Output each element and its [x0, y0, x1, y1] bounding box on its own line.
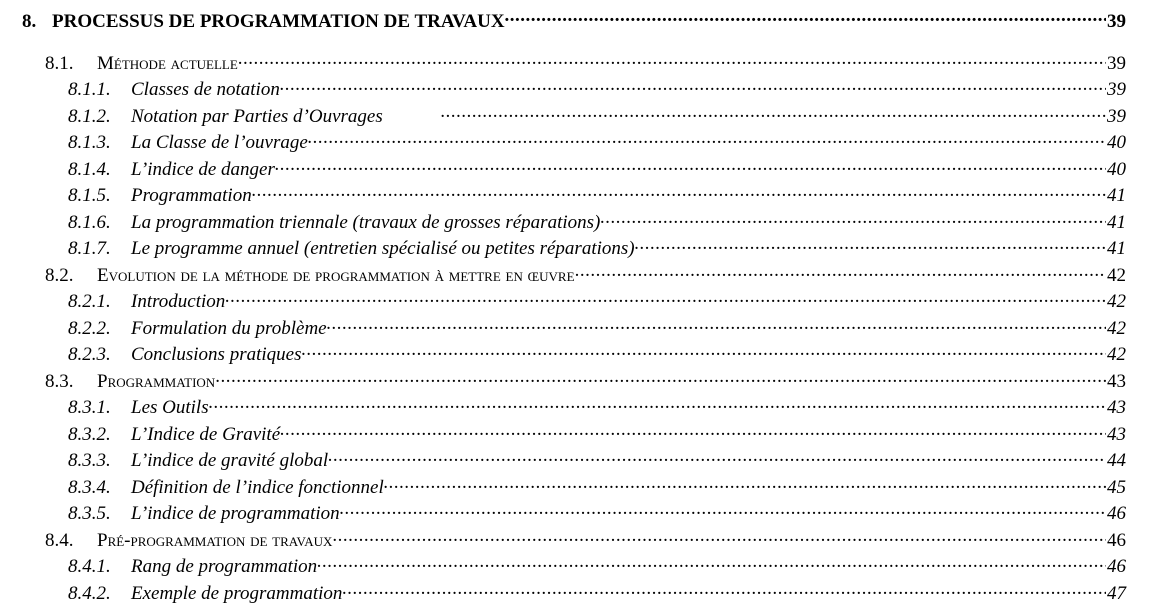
toc-title: Programmation — [97, 371, 216, 392]
toc-number: 8.1. — [45, 53, 74, 74]
toc-number: 8.4.2. — [68, 583, 111, 604]
toc-entry-8-1-1[interactable] — [68, 76, 1126, 102]
dot-leader — [209, 394, 1106, 413]
toc-title: Evolution de la méthode de programmation à mettre en œuvre — [97, 265, 575, 286]
toc-entry-8-3-5[interactable] — [68, 500, 1126, 526]
toc-page-number: 44 — [1107, 450, 1126, 471]
dot-leader — [575, 262, 1106, 281]
toc-number: 8.2.1. — [68, 291, 111, 312]
toc-number: 8.3.2. — [68, 424, 111, 445]
toc-number: 8.2.2. — [68, 318, 111, 339]
dot-leader — [342, 580, 1106, 599]
dot-leader — [215, 368, 1106, 387]
dot-leader — [384, 474, 1106, 493]
toc-number: 8.3.5. — [68, 503, 111, 524]
dot-leader — [252, 182, 1106, 201]
toc-title: Définition de l’indice fonctionnel — [131, 477, 384, 498]
toc-title: L’indice de programmation — [131, 503, 340, 524]
toc-page-number: 46 — [1107, 503, 1126, 524]
toc-page-number: 42 — [1107, 291, 1126, 312]
dot-leader — [301, 341, 1106, 360]
toc-entry-8-3[interactable] — [45, 368, 1126, 394]
toc-page-number: 42 — [1107, 318, 1126, 339]
toc-entry-8-4-2[interactable] — [68, 580, 1126, 606]
toc-entry-8-1-4[interactable] — [68, 156, 1126, 182]
toc-page-number: 39 — [1107, 11, 1126, 32]
toc-entry-8-3-3[interactable] — [68, 447, 1126, 473]
dot-leader — [635, 235, 1106, 254]
toc-title: La programmation triennale (travaux de grosses réparations) — [131, 212, 601, 233]
toc-page-number: 40 — [1107, 132, 1126, 153]
toc-entry-8-2-1[interactable] — [68, 288, 1126, 314]
toc-title: Exemple de programmation — [131, 583, 343, 604]
toc-title: Notation par Parties d’Ouvrages — [131, 106, 383, 127]
toc-entry-8-3-2[interactable] — [68, 421, 1126, 447]
dot-leader — [505, 8, 1106, 27]
toc-page-number: 41 — [1107, 238, 1126, 259]
toc-number: 8.3.1. — [68, 397, 111, 418]
dot-leader — [317, 553, 1106, 572]
toc-title: Classes de notation — [131, 79, 280, 100]
toc-number: 8. — [22, 11, 37, 32]
toc-page-number: 46 — [1107, 530, 1126, 551]
toc-title: Formulation du problème — [131, 318, 327, 339]
toc-title: Rang de programmation — [131, 556, 318, 577]
toc-chapter-8[interactable] — [22, 8, 1126, 34]
toc-number: 8.3.3. — [68, 450, 111, 471]
toc-entry-8-2[interactable] — [45, 262, 1126, 288]
toc-number: 8.3.4. — [68, 477, 111, 498]
dot-leader — [280, 76, 1106, 95]
toc-page-number: 43 — [1107, 371, 1126, 392]
toc-page-number: 47 — [1107, 583, 1126, 604]
toc-title: Méthode actuelle — [97, 53, 238, 74]
dot-leader — [225, 288, 1106, 307]
toc-entry-8-1-6[interactable] — [68, 209, 1126, 235]
toc-page-number: 40 — [1107, 159, 1126, 180]
toc-entry-8-4[interactable] — [45, 527, 1126, 553]
toc-title: Pré-programmation de travaux — [97, 530, 333, 551]
dot-leader — [328, 447, 1106, 466]
toc-entry-8-1-2[interactable] — [68, 103, 1126, 129]
toc-title: L’indice de gravité global — [131, 450, 329, 471]
toc-page-number: 42 — [1107, 265, 1126, 286]
dot-leader — [280, 421, 1106, 440]
toc-entry-8-3-4[interactable] — [68, 474, 1126, 500]
toc-title: La Classe de l’ouvrage — [131, 132, 308, 153]
toc-number: 8.1.3. — [68, 132, 111, 153]
toc-page-number: 41 — [1107, 212, 1126, 233]
dot-leader — [238, 50, 1106, 69]
toc-entry-8-2-2[interactable] — [68, 315, 1126, 341]
toc-page-number: 41 — [1107, 185, 1126, 206]
dot-leader — [600, 209, 1106, 228]
toc-title: Introduction — [131, 291, 226, 312]
dot-leader — [327, 315, 1106, 334]
dot-leader — [275, 156, 1106, 175]
dot-leader — [340, 500, 1106, 519]
dot-leader — [308, 129, 1106, 148]
toc-number: 8.2.3. — [68, 344, 111, 365]
toc-page-number: 39 — [1107, 79, 1126, 100]
toc-page-number: 43 — [1107, 424, 1126, 445]
toc-entry-8-1-5[interactable] — [68, 182, 1126, 208]
toc-number: 8.4. — [45, 530, 74, 551]
toc-entry-8-1[interactable] — [45, 50, 1126, 76]
toc-title: L’Indice de Gravité — [131, 424, 281, 445]
toc-page-number: 39 — [1107, 53, 1126, 74]
toc-title: Programmation — [131, 185, 252, 206]
toc-number: 8.1.2. — [68, 106, 111, 127]
dot-leader — [441, 103, 1106, 122]
toc-entry-8-3-1[interactable] — [68, 394, 1126, 420]
toc-title: Le programme annuel (entretien spécialisé ou petites réparations) — [131, 238, 635, 259]
toc-number: 8.4.1. — [68, 556, 111, 577]
toc-page-number: 43 — [1107, 397, 1126, 418]
toc-number: 8.1.4. — [68, 159, 111, 180]
toc-number: 8.2. — [45, 265, 74, 286]
toc-entry-8-4-1[interactable] — [68, 553, 1126, 579]
toc-title: L’indice de danger — [131, 159, 275, 180]
toc-number: 8.3. — [45, 371, 74, 392]
toc-page-number: 46 — [1107, 556, 1126, 577]
toc-number: 8.1.5. — [68, 185, 111, 206]
toc-page-number: 39 — [1107, 106, 1126, 127]
toc-entry-8-1-7[interactable] — [68, 235, 1126, 261]
toc-page-number: 45 — [1107, 477, 1126, 498]
toc-title: Conclusions pratiques — [131, 344, 302, 365]
dot-leader — [332, 527, 1106, 546]
toc-title: PROCESSUS DE PROGRAMMATION DE TRAVAUX — [52, 11, 505, 32]
toc-number: 8.1.7. — [68, 238, 111, 259]
toc-title: Les Outils — [131, 397, 209, 418]
toc-number: 8.1.1. — [68, 79, 111, 100]
toc-number: 8.1.6. — [68, 212, 111, 233]
toc-page-number: 42 — [1107, 344, 1126, 365]
toc-entry-8-2-3[interactable] — [68, 341, 1126, 367]
toc-entry-8-1-3[interactable] — [68, 129, 1126, 155]
